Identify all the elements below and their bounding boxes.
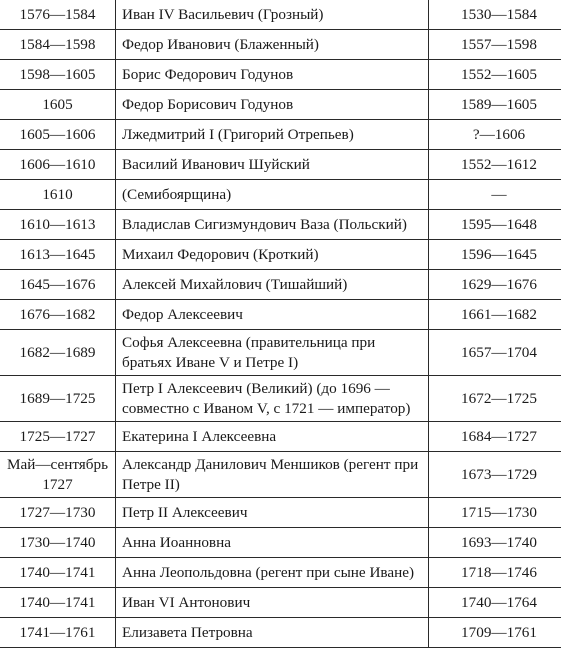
table-row [0,240,561,270]
table-row [0,90,561,120]
table-row [0,270,561,300]
table-row [0,588,561,618]
life-years-cell: 1552—1612 [429,150,561,180]
ruler-name-cell: Владислав Сигизмундович Ваза (Польский) [116,210,429,240]
reign-years-cell: 1584—1598 [0,30,116,60]
ruler-name-cell: Алексей Михайлович (Тишайший) [116,270,429,300]
table-row [0,422,561,452]
table-row [0,452,561,498]
reign-years-cell: Май—сентябрь 1727 [0,452,116,498]
ruler-name-cell: Иван VI Антонович [116,588,429,618]
table-row [0,528,561,558]
life-years-cell: 1693—1740 [429,528,561,558]
ruler-name-cell: (Семибоярщина) [116,180,429,210]
ruler-name-cell: Иван IV Васильевич (Грозный) [116,0,429,30]
reign-years-cell: 1740—1741 [0,558,116,588]
ruler-name-cell: Петр I Алексеевич (Великий) (до 1696 — совместно с Иваном V, с 1721 — император) [116,376,429,422]
life-years-cell: ?—1606 [429,120,561,150]
table-row [0,558,561,588]
table-row [0,60,561,90]
life-years-cell: — [429,180,561,210]
reign-years-cell: 1727—1730 [0,498,116,528]
ruler-name-cell: Александр Данилович Меншиков (регент при Петре II) [116,452,429,498]
ruler-name-cell: Софья Алексеевна (правительница при братьях Иване V и Петре I) [116,330,429,376]
reign-years-cell: 1598—1605 [0,60,116,90]
life-years-cell: 1589—1605 [429,90,561,120]
table-row [0,180,561,210]
life-years-cell: 1661—1682 [429,300,561,330]
reign-years-cell: 1613—1645 [0,240,116,270]
reign-years-cell: 1610 [0,180,116,210]
life-years-cell: 1684—1727 [429,422,561,452]
ruler-name-cell: Петр II Алексеевич [116,498,429,528]
life-years-cell: 1596—1645 [429,240,561,270]
ruler-name-cell: Анна Иоанновна [116,528,429,558]
reign-years-cell: 1730—1740 [0,528,116,558]
reign-years-cell: 1676—1682 [0,300,116,330]
life-years-cell: 1557—1598 [429,30,561,60]
reign-years-cell: 1682—1689 [0,330,116,376]
life-years-cell: 1672—1725 [429,376,561,422]
ruler-name-cell: Анна Леопольдовна (регент при сыне Иване) [116,558,429,588]
reign-years-cell: 1645—1676 [0,270,116,300]
life-years-cell: 1740—1764 [429,588,561,618]
table-row [0,376,561,422]
table-row [0,0,561,30]
ruler-name-cell: Федор Иванович (Блаженный) [116,30,429,60]
life-years-cell: 1709—1761 [429,618,561,648]
ruler-name-cell: Федор Алексеевич [116,300,429,330]
ruler-name-cell: Борис Федорович Годунов [116,60,429,90]
life-years-cell: 1715—1730 [429,498,561,528]
reign-years-cell: 1610—1613 [0,210,116,240]
ruler-name-cell: Василий Иванович Шуйский [116,150,429,180]
table-row [0,300,561,330]
reign-years-cell: 1606—1610 [0,150,116,180]
life-years-cell: 1657—1704 [429,330,561,376]
ruler-name-cell: Екатерина I Алексеевна [116,422,429,452]
reign-years-cell: 1740—1741 [0,588,116,618]
reign-years-cell: 1741—1761 [0,618,116,648]
life-years-cell: 1673—1729 [429,452,561,498]
ruler-name-cell: Федор Борисович Годунов [116,90,429,120]
table-row [0,210,561,240]
life-years-cell: 1530—1584 [429,0,561,30]
ruler-name-cell: Михаил Федорович (Кроткий) [116,240,429,270]
reign-years-cell: 1689—1725 [0,376,116,422]
table-row [0,150,561,180]
reign-years-cell: 1725—1727 [0,422,116,452]
table-row [0,120,561,150]
ruler-name-cell: Лжедмитрий I (Григорий Отрепьев) [116,120,429,150]
life-years-cell: 1718—1746 [429,558,561,588]
table-row [0,330,561,376]
reign-years-cell: 1605 [0,90,116,120]
life-years-cell: 1629—1676 [429,270,561,300]
reign-years-cell: 1576—1584 [0,0,116,30]
life-years-cell: 1595—1648 [429,210,561,240]
life-years-cell: 1552—1605 [429,60,561,90]
table-row [0,498,561,528]
table-row [0,618,561,648]
reign-years-cell: 1605—1606 [0,120,116,150]
ruler-name-cell: Елизавета Петровна [116,618,429,648]
table-row [0,30,561,60]
